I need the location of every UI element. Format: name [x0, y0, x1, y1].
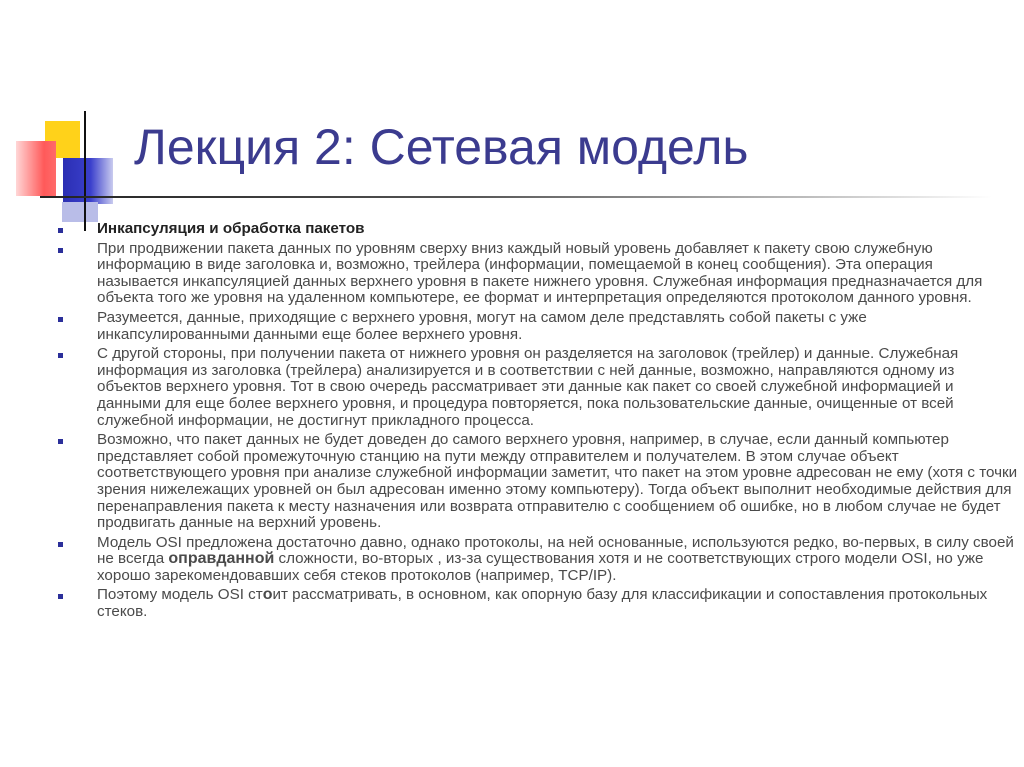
list-item-text: При продвижении пакета данных по уровням сверху вниз каждый новый уровень добавляет к пакету свою служебную информацию в виде заголовка и, возможно, трейлера (информации, помещаемой в конец сообщения). Эта операция называется инкапсуляцией данных верхнего уровня в пакете нижнего уровня. Служебная информация предназначается для объекта того же уровня на удаленном компьютере, ее формат и интерпретация определяются протоколом данного уровня.	[97, 239, 983, 307]
bullet-square-icon	[58, 228, 63, 233]
bullet-square-icon	[58, 248, 63, 253]
text-segment: Поэтому модель OSI ст	[97, 586, 263, 604]
text-segment: Модель OSI предложена достаточно давно, однако протоколы, на ней основанные, используются редко, во-первых, в силу своей не всегда	[97, 533, 1014, 568]
list-item	[58, 241, 1018, 307]
decor-red-square	[16, 141, 56, 196]
list-item	[58, 346, 1018, 429]
bullet-square-icon	[58, 594, 63, 599]
decor-vertical-line	[84, 111, 86, 231]
bullet-list	[58, 221, 1018, 624]
list-item	[58, 221, 1018, 238]
list-item-text: Инкапсуляция и обработка пакетов	[97, 220, 365, 237]
bullet-square-icon	[58, 317, 63, 322]
list-item-text	[97, 587, 1018, 620]
emphasized-letter: о	[262, 586, 273, 604]
title-underline	[40, 196, 992, 198]
bullet-square-icon	[58, 439, 63, 444]
bullet-square-icon	[58, 542, 63, 547]
text-segment: сложности, во-вторых , из-за существования хотя и не соответствующих строго модели OSI, но уже хорошо зарекомендовавших себя стеков протоколов (например, TCP/IP).	[97, 550, 984, 584]
list-item-text	[97, 535, 1018, 585]
text-segment: ит рассматривать, в основном, как опорную базу для классификации и сопоставления протокольных стеков.	[97, 586, 988, 621]
bullet-square-icon	[58, 353, 63, 358]
list-item	[58, 310, 1018, 343]
slide-title: Лекция 2: Сетевая модель	[134, 119, 749, 175]
list-item	[58, 587, 1018, 620]
list-item	[58, 535, 1018, 585]
list-item-text: Возможно, что пакет данных не будет доведен до самого верхнего уровня, например, в случае, если данный компьютер представляет собой промежуточную станцию на пути между отправителем и получателем. В этом случае объект соответствующего уровня при анализе служебной информации заметит, что пакет на этом уровне адресован не ему (хотя с точки зрения нижележащих уровней он был адресован именно этому компьютеру). Тогда объект выполнит необходимые действия для перенаправления пакета к месту назначения или возврата отправителю с сообщением об ошибке, но в любом случае не будет продвигать данные на верхний уровень.	[97, 431, 1018, 532]
list-item-text: Разумеется, данные, приходящие с верхнего уровня, могут на самом деле представлять собой пакеты с уже инкапсулированными данными еще более верхнего уровня.	[97, 308, 867, 343]
emphasized-word: оправданной	[168, 550, 275, 568]
list-item-text: С другой стороны, при получении пакета от нижнего уровня он разделяется на заголовок (трейлер) и данные. Служебная информация из заголовка (трейлера) анализируется и в соответствии с ней данные, возможно, направляются одному из объектов верхнего уровня. Тот в свою очередь рассматривает эти данные как пакет со своей служебной информацией и данными для еще более верхнего уровня, и процедура повторяется, пока пользовательские данные, очищенные от всей служебной информации, не достигнут прикладного процесса.	[97, 345, 959, 429]
decor-lightblue-square	[62, 202, 98, 222]
list-item	[58, 432, 1018, 532]
